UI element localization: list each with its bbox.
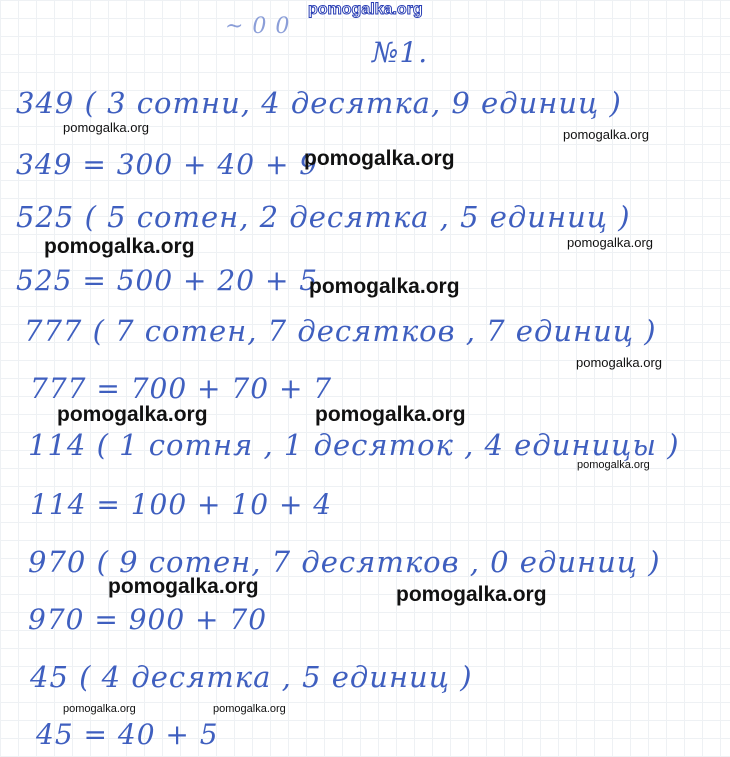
line-777-sum: 777 = 700 + 70 + 7: [30, 372, 333, 405]
line-45-place-value: 45 ( 4 десятка , 5 единиц ): [30, 660, 473, 694]
watermark: pomogalka.org: [213, 703, 286, 715]
line-525-sum: 525 = 500 + 20 + 5: [16, 264, 319, 297]
watermark: pomogalka.org: [577, 459, 650, 471]
site-watermark-top: pomogalka.org: [308, 1, 423, 18]
watermark: pomogalka.org: [44, 235, 195, 258]
watermark: pomogalka.org: [309, 275, 460, 298]
watermark: pomogalka.org: [567, 235, 653, 250]
line-114-sum: 114 = 100 + 10 + 4: [30, 488, 333, 521]
watermark: pomogalka.org: [57, 403, 208, 426]
line-349-place-value: 349 ( 3 сотни, 4 десятка, 9 единиц ): [16, 86, 622, 120]
line-349-sum: 349 = 300 + 40 + 9: [16, 148, 319, 181]
watermark: pomogalka.org: [396, 583, 547, 606]
watermark: pomogalka.org: [63, 703, 136, 715]
faint-top-text: ~ 0 0: [225, 14, 291, 39]
watermark: pomogalka.org: [304, 147, 455, 170]
task-number: №1.: [372, 36, 429, 69]
watermark: pomogalka.org: [563, 127, 649, 142]
watermark: pomogalka.org: [63, 120, 149, 135]
watermark: pomogalka.org: [108, 575, 259, 598]
line-114-place-value: 114 ( 1 сотня , 1 десяток , 4 единицы ): [28, 428, 680, 462]
line-525-place-value: 525 ( 5 сотен, 2 десятка , 5 единиц ): [16, 200, 631, 234]
watermark: pomogalka.org: [576, 355, 662, 370]
line-45-sum: 45 = 40 + 5: [36, 718, 219, 751]
watermark: pomogalka.org: [315, 403, 466, 426]
line-970-place-value: 970 ( 9 сотен, 7 десятков , 0 единиц ): [28, 545, 661, 579]
line-777-place-value: 777 ( 7 сотен, 7 десятков , 7 единиц ): [24, 314, 657, 348]
line-970-sum: 970 = 900 + 70: [28, 603, 268, 636]
